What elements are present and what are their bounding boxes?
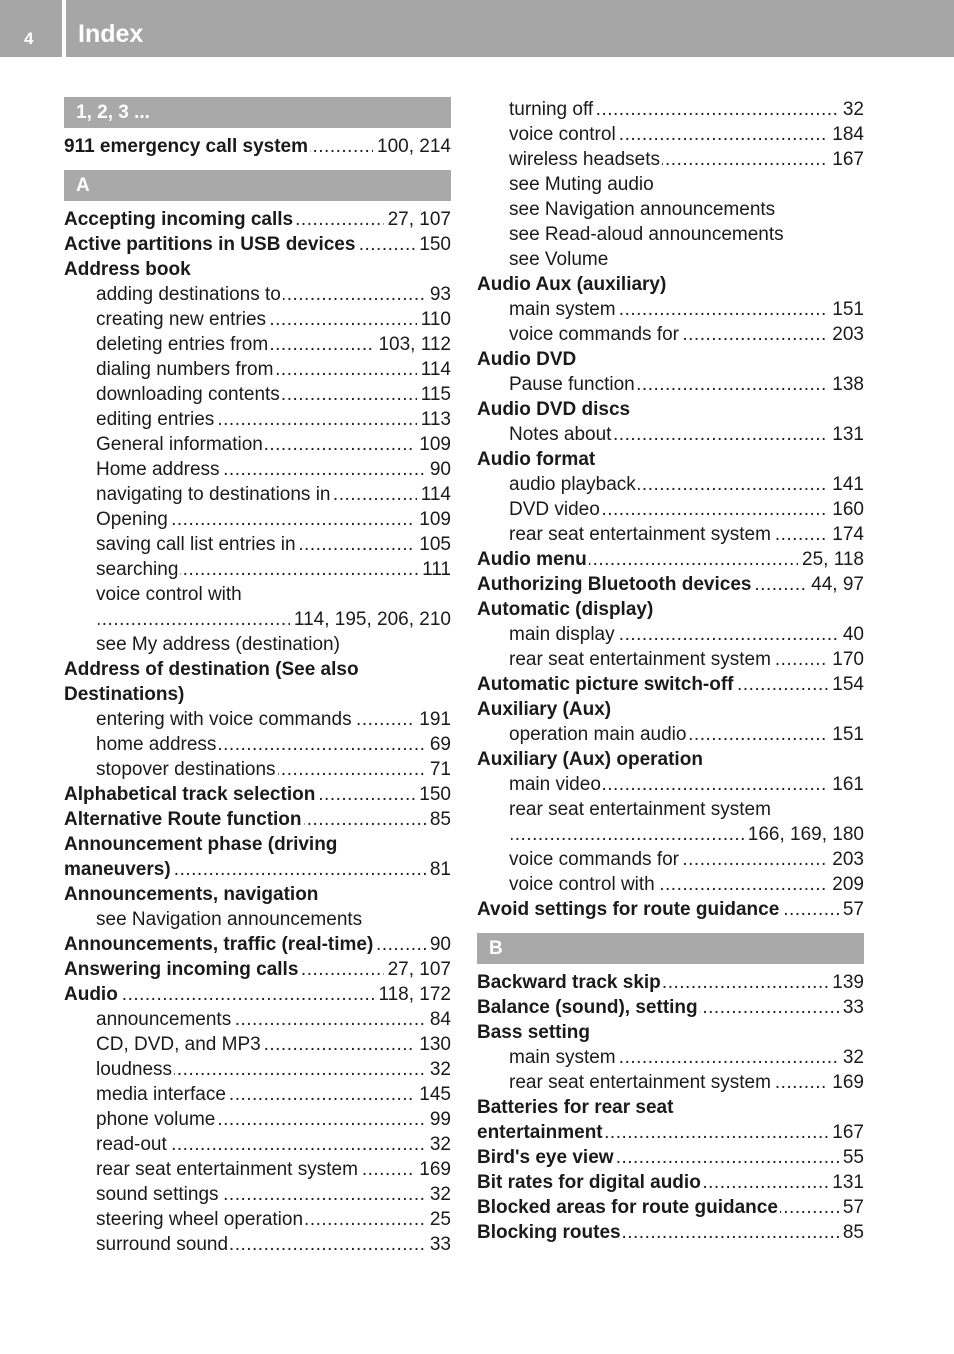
index-subentry <box>64 1057 451 1082</box>
page-reference: 103, 112 <box>374 332 451 357</box>
entry-text: announcements <box>96 1009 232 1030</box>
page-reference: 170 <box>828 647 864 672</box>
index-entry <box>64 207 451 232</box>
index-subentry <box>64 1182 451 1207</box>
index-subentry <box>64 1207 451 1232</box>
page-title: Index <box>78 20 144 48</box>
page-reference: 25 <box>426 1207 451 1232</box>
entry-text: turning off <box>509 99 594 120</box>
entry-text: Announcements, traffic (real-time) <box>64 934 374 955</box>
page-reference: 44, 97 <box>807 572 864 597</box>
page-reference: 69 <box>426 732 451 757</box>
entry-text: sound settings <box>96 1184 219 1205</box>
index-subentry <box>477 622 864 647</box>
page-reference: 33 <box>839 995 864 1020</box>
page-reference: 114 <box>417 357 451 382</box>
entry-text: Audio menu <box>477 549 587 570</box>
entry-text: Audio format <box>477 449 596 470</box>
page-reference: 27, 107 <box>384 957 451 982</box>
index-subentry <box>477 322 864 347</box>
entry-text: navigating to destinations in <box>96 484 331 505</box>
entry-text: Audio DVD discs <box>477 399 631 420</box>
page-reference: 150 <box>415 782 451 807</box>
index-subentry <box>64 532 451 557</box>
entry-text: Blocked areas for route guidance <box>477 1197 778 1218</box>
entry-text: operation main audio <box>509 724 687 745</box>
entry-text: Audio DVD <box>477 349 577 370</box>
page-reference: 150 <box>415 232 451 257</box>
entry-text: General information <box>96 434 263 455</box>
index-subentry <box>477 1045 864 1070</box>
entry-text: deleting entries from <box>96 334 269 355</box>
index-entry <box>64 134 451 159</box>
index-subentry <box>64 357 451 382</box>
page-reference: 32 <box>426 1182 451 1207</box>
entry-text: rear seat entertainment system <box>509 649 771 670</box>
index-subentry <box>477 222 864 247</box>
index-subentry <box>477 497 864 522</box>
index-subentry <box>64 482 451 507</box>
page-reference: 27, 107 <box>384 207 451 232</box>
index-entry <box>64 832 451 857</box>
page-reference: 57 <box>839 897 864 922</box>
entry-text: rear seat entertainment system <box>509 799 771 820</box>
header-divider <box>62 0 66 57</box>
index-subentry <box>64 282 451 307</box>
index-entry <box>477 1195 864 1220</box>
entry-text: media interface <box>96 1084 226 1105</box>
entry-text: Audio <box>64 984 118 1005</box>
index-subentry <box>64 407 451 432</box>
entry-text: see Muting audio <box>509 174 654 195</box>
entry-text: voice commands for <box>509 324 680 345</box>
index-entry <box>477 672 864 697</box>
index-subentry <box>477 647 864 672</box>
index-entry <box>477 1145 864 1170</box>
entry-text: Automatic picture switch-off <box>477 674 734 695</box>
entry-text: Balance (sound), setting <box>477 997 698 1018</box>
index-entry <box>477 747 864 772</box>
page-reference: 113 <box>417 407 451 432</box>
index-entry <box>477 1095 864 1120</box>
page-reference: 161 <box>828 772 864 797</box>
entry-text: audio playback <box>509 474 636 495</box>
index-entry <box>477 447 864 472</box>
entry-text: 911 emergency call system <box>64 136 309 157</box>
index-subentry <box>64 1157 451 1182</box>
index-subentry <box>64 507 451 532</box>
index-entry <box>64 882 451 907</box>
page-reference: 99 <box>426 1107 451 1132</box>
index-subentry <box>477 872 864 897</box>
entry-text: Opening <box>96 509 168 530</box>
page-reference: 151 <box>828 722 864 747</box>
entry-text: Announcement phase (driving <box>64 834 338 855</box>
entry-text: voice control with <box>509 874 655 895</box>
page-reference: 32 <box>839 1045 864 1070</box>
index-subentry <box>477 97 864 122</box>
index-subentry <box>477 722 864 747</box>
page-reference: 40 <box>839 622 864 647</box>
entry-text: Announcements, navigation <box>64 884 319 905</box>
entry-text: see My address (destination) <box>96 634 340 655</box>
page-reference: 105 <box>415 532 451 557</box>
index-subentry <box>477 822 864 847</box>
entry-text: Answering incoming calls <box>64 959 299 980</box>
entry-text: CD, DVD, and MP3 <box>96 1034 261 1055</box>
index-subentry <box>477 1070 864 1095</box>
entry-text: saving call list entries in <box>96 534 296 555</box>
index-subentry <box>477 797 864 822</box>
index-subentry <box>477 422 864 447</box>
entry-text: downloading contents <box>96 384 280 405</box>
index-subentry <box>64 1032 451 1057</box>
index-subentry <box>477 772 864 797</box>
index-subentry <box>64 1132 451 1157</box>
entry-text: rear seat entertainment system <box>509 524 771 545</box>
index-subentry <box>64 1107 451 1132</box>
page-reference: 130 <box>415 1032 451 1057</box>
index-entry <box>64 232 451 257</box>
page-reference: 111 <box>418 557 451 582</box>
page-reference: 32 <box>426 1132 451 1157</box>
index-subentry <box>64 1007 451 1032</box>
entry-text: Accepting incoming calls <box>64 209 294 230</box>
page-reference: 114 <box>417 482 451 507</box>
index-subentry <box>477 522 864 547</box>
index-entry <box>477 995 864 1020</box>
index-entry <box>477 697 864 722</box>
spacer <box>64 159 451 170</box>
page-reference: 166, 169, 180 <box>744 822 864 847</box>
page-reference: 55 <box>839 1145 864 1170</box>
entry-text: Bit rates for digital audio <box>477 1172 701 1193</box>
entry-text: main system <box>509 1047 616 1068</box>
entry-text: Auxiliary (Aux) <box>477 699 612 720</box>
page-reference: 109 <box>415 432 451 457</box>
entry-text: voice control <box>509 124 616 145</box>
index-entry <box>477 1220 864 1245</box>
page-reference: 90 <box>426 457 451 482</box>
page-reference: 114, 195, 206, 210 <box>290 607 451 632</box>
index-subentry <box>64 307 451 332</box>
entry-text: Audio Aux (auxiliary) <box>477 274 667 295</box>
page-reference: 71 <box>426 757 451 782</box>
entry-text: steering wheel operation <box>96 1209 304 1230</box>
page-reference: 32 <box>839 97 864 122</box>
page-number: 4 <box>24 29 34 48</box>
entry-text: Automatic (display) <box>477 599 654 620</box>
page-reference: 93 <box>426 282 451 307</box>
entry-text: see Read-aloud announcements <box>509 224 784 245</box>
entry-text: phone volume <box>96 1109 216 1130</box>
page-reference: 118, 172 <box>374 982 451 1007</box>
page-reference: 110 <box>417 307 451 332</box>
entry-text: Notes about <box>509 424 612 445</box>
entry-text: Backward track skip <box>477 972 661 993</box>
index-entry <box>477 547 864 572</box>
page-reference: 115 <box>417 382 451 407</box>
entry-text: Address book <box>64 259 191 280</box>
page-reference: 203 <box>828 322 864 347</box>
index-subentry <box>477 122 864 147</box>
entry-text: entertainment <box>477 1122 603 1143</box>
index-entry <box>64 932 451 957</box>
index-subentry <box>477 197 864 222</box>
page-reference: 81 <box>426 857 451 882</box>
section-header: A <box>64 170 451 201</box>
index-subentry <box>477 172 864 197</box>
entry-text <box>509 824 511 845</box>
index-column-left <box>64 97 451 1257</box>
index-entry <box>64 957 451 982</box>
page-reference: 169 <box>828 1070 864 1095</box>
page-reference: 33 <box>426 1232 451 1257</box>
index-entry <box>477 897 864 922</box>
entry-text: rear seat entertainment system <box>96 1159 358 1180</box>
index-subentry <box>64 382 451 407</box>
index-entry <box>64 982 451 1007</box>
page-reference: 57 <box>839 1195 864 1220</box>
entry-text: Bird's eye view <box>477 1147 614 1168</box>
index-entry <box>64 657 451 682</box>
index-subentry <box>64 907 451 932</box>
entry-text: Home address <box>96 459 220 480</box>
index-subentry <box>64 1232 451 1257</box>
entry-text: Batteries for rear seat <box>477 1097 674 1118</box>
index-entry <box>64 807 451 832</box>
entry-text: Bass setting <box>477 1022 590 1043</box>
index-entry <box>477 1020 864 1045</box>
entry-text: Auxiliary (Aux) operation <box>477 749 703 770</box>
index-entry <box>477 597 864 622</box>
index-entry <box>477 397 864 422</box>
section-header: 1, 2, 3 ... <box>64 97 451 128</box>
page-reference: 151 <box>828 297 864 322</box>
entry-text: searching <box>96 559 179 580</box>
page-reference: 131 <box>828 1170 864 1195</box>
entry-text: rear seat entertainment system <box>509 1072 771 1093</box>
spacer <box>477 922 864 933</box>
page-reference: 85 <box>839 1220 864 1245</box>
index-entry <box>64 857 451 882</box>
page-reference: 85 <box>426 807 451 832</box>
index-column-right <box>477 97 864 1245</box>
index-subentry <box>64 632 451 657</box>
entry-text: voice control with <box>96 584 242 605</box>
index-entry <box>477 272 864 297</box>
entry-text: main video <box>509 774 601 795</box>
entry-text: editing entries <box>96 409 215 430</box>
entry-text: entering with voice commands <box>96 709 352 730</box>
entry-text: dialing numbers from <box>96 359 274 380</box>
page-reference: 174 <box>828 522 864 547</box>
index-entry <box>64 782 451 807</box>
page-reference: 139 <box>828 970 864 995</box>
entry-text: maneuvers) <box>64 859 171 880</box>
index-subentry <box>477 247 864 272</box>
page-reference: 167 <box>828 1120 864 1145</box>
entry-text: wireless headsets <box>509 149 661 170</box>
page-reference: 167 <box>828 147 864 172</box>
entry-text: home address <box>96 734 217 755</box>
index-subentry <box>64 607 451 632</box>
entry-text: surround sound <box>96 1234 229 1255</box>
page-reference: 131 <box>828 422 864 447</box>
page-reference: 191 <box>415 707 451 732</box>
entry-text: Address of destination (See also <box>64 659 359 680</box>
entry-text: DVD video <box>509 499 600 520</box>
entry-text: read-out <box>96 1134 167 1155</box>
page-header <box>0 0 954 57</box>
index-subentry <box>477 847 864 872</box>
page-reference: 32 <box>426 1057 451 1082</box>
index-entry <box>477 1120 864 1145</box>
entry-text: see Navigation announcements <box>509 199 776 220</box>
entry-text: main system <box>509 299 616 320</box>
index-subentry <box>477 472 864 497</box>
index-subentry <box>64 582 451 607</box>
entry-text: Active partitions in USB devices <box>64 234 356 255</box>
entry-text: creating new entries <box>96 309 267 330</box>
entry-text: Avoid settings for route guidance <box>477 899 780 920</box>
page-reference: 90 <box>426 932 451 957</box>
entry-text: see Navigation announcements <box>96 909 363 930</box>
index-subentry <box>64 1082 451 1107</box>
entry-text: Authorizing Bluetooth devices <box>477 574 752 595</box>
page-reference: 138 <box>828 372 864 397</box>
page-reference: 203 <box>828 847 864 872</box>
index-subentry <box>64 757 451 782</box>
page-reference: 209 <box>828 872 864 897</box>
entry-text: adding destinations to <box>96 284 281 305</box>
page-reference: 25, 118 <box>798 547 864 572</box>
page-reference: 160 <box>828 497 864 522</box>
index-subentry <box>64 707 451 732</box>
index-subentry <box>64 457 451 482</box>
index-entry <box>477 347 864 372</box>
index-subentry <box>64 332 451 357</box>
entry-text: Pause function <box>509 374 635 395</box>
page-reference: 84 <box>426 1007 451 1032</box>
index-subentry <box>477 147 864 172</box>
entry-text: loudness <box>96 1059 173 1080</box>
entry-text: Alternative Route function <box>64 809 302 830</box>
index-subentry <box>64 432 451 457</box>
entry-text: stopover destinations <box>96 759 276 780</box>
index-subentry <box>477 372 864 397</box>
index-entry <box>477 1170 864 1195</box>
page-reference: 184 <box>828 122 864 147</box>
index-subentry <box>477 297 864 322</box>
entry-text: see Volume <box>509 249 609 270</box>
index-subentry <box>64 557 451 582</box>
index-entry <box>477 970 864 995</box>
entry-text: Blocking routes <box>477 1222 621 1243</box>
entry-text: main display <box>509 624 615 645</box>
entry-text: Destinations) <box>64 684 185 705</box>
index-entry <box>477 572 864 597</box>
entry-text <box>96 609 98 630</box>
section-header: B <box>477 933 864 964</box>
index-entry <box>64 257 451 282</box>
page-reference: 154 <box>828 672 864 697</box>
entry-text: Alphabetical track selection <box>64 784 316 805</box>
page-reference: 109 <box>415 507 451 532</box>
page-reference: 100, 214 <box>373 134 451 159</box>
page-reference: 169 <box>415 1157 451 1182</box>
index-entry <box>64 682 451 707</box>
page-reference: 145 <box>415 1082 451 1107</box>
index-subentry <box>64 732 451 757</box>
page-reference: 141 <box>828 472 864 497</box>
entry-text: voice commands for <box>509 849 680 870</box>
